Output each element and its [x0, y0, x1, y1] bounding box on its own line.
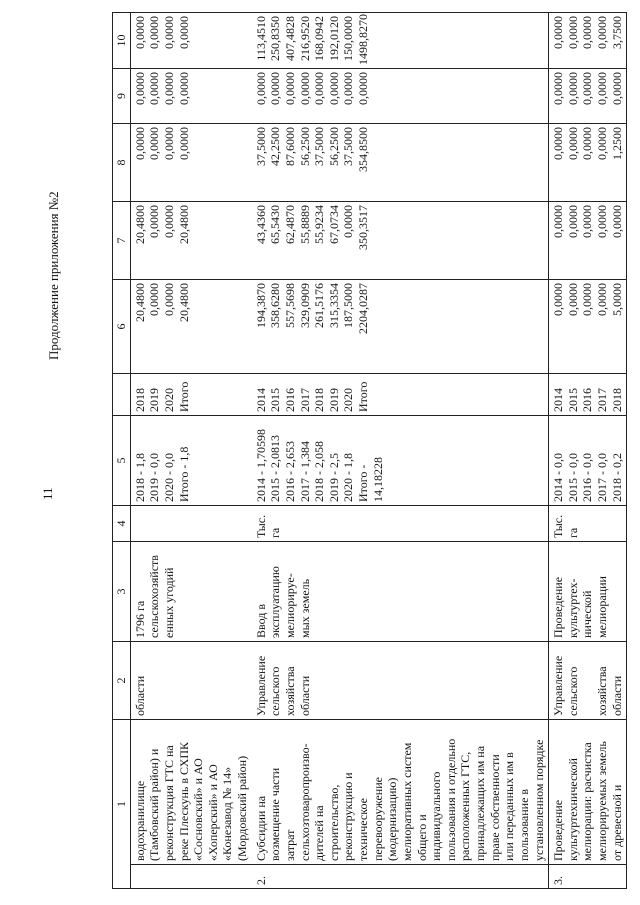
plan-values: 2014 - 0,0 2015 - 0,0 2016 - 0,0 2017 - 0,0 2018 - 0,2	[549, 416, 627, 506]
col-header-6: 6	[113, 280, 131, 374]
executor: Управление сельского хозяйства области	[549, 642, 627, 720]
indicator: Ввод в эксплуатацию мелиорируе- мых земель	[252, 542, 549, 642]
col-header-year	[113, 374, 131, 416]
col7-values: 43,4360 65,5430 62,4870 55,8889 55,9234 67,0734 0,0000 350,3517	[252, 202, 549, 280]
unit: Тыс. га	[549, 506, 627, 542]
col-header-10: 10	[113, 13, 131, 69]
col7-values: 0,0000 0,0000 0,0000 0,0000 0,0000	[549, 202, 627, 280]
col-header-7: 7	[113, 202, 131, 280]
row-number	[130, 865, 252, 889]
indicator: Проведение культуртех- нической мелиорации	[549, 542, 627, 642]
col-header-1: 1	[113, 720, 131, 889]
table-row	[549, 13, 627, 889]
row-number: 2.	[252, 865, 549, 889]
col8-values: 0,0000 0,0000 0,0000 0,0000	[130, 124, 252, 202]
activity-name: Субсидии на возмещение части затрат сельхозтоваропроизво- дителей на строительство, реконструкцию и техническое перевооружение (модернизацию) мелиоративных систем общего и индивидуального пользования и отдельно расположенных ГТС, принадлежащих им на праве собственности или переданных им в пользование в установленном порядке	[252, 720, 549, 865]
col6-values: 194,3870 358,6280 557,5698 329,0909 261,5176 315,3354 187,5000 2204,0287	[252, 280, 549, 374]
executor: Управление сельского хозяйства области	[252, 642, 549, 720]
col9-values: 0,0000 0,0000 0,0000 0,0000	[130, 69, 252, 124]
years: 2014 2015 2016 2017 2018 2019 2020 Итого	[252, 374, 549, 416]
column-number-row	[113, 13, 131, 889]
continuation-title: Продолжение приложения №2	[46, 191, 61, 360]
col6-values: 0,0000 0,0000 0,0000 0,0000 5,0000	[549, 280, 627, 374]
row-number: 3.	[549, 865, 627, 889]
col-header-4: 4	[113, 506, 131, 542]
col7-values: 20,4800 0,0000 0,0000 20,4800	[130, 202, 252, 280]
col-header-5: 5	[113, 416, 131, 506]
col-header-9: 9	[113, 69, 131, 124]
activity-name: водохранилище (Тамбовский район) и реконструкция ГТС на реке Плескунь в СХПК «Сосновский» и АО «Хоперский» и АО «Конезавод № 14» (Мордовский район)	[130, 720, 252, 865]
program-table	[112, 12, 627, 889]
col8-values: 37,5000 42,2500 87,6000 56,2500 37,5000 56,2500 37,5000 354,8500	[252, 124, 549, 202]
table-row	[130, 13, 252, 889]
executor: области	[130, 642, 252, 720]
activity-name: Проведение культуртехнической мелиорации: расчистка мелиорируемых земель от древесной и	[549, 720, 627, 865]
col-header-8: 8	[113, 124, 131, 202]
unit: Тыс. га	[252, 506, 549, 542]
table-row	[252, 13, 549, 889]
plan-values: 2018 - 1,8 2019 - 0,0 2020 - 0,0 Итого - 1,8	[130, 416, 252, 506]
col6-values: 20,4800 0,0000 0,0000 20,4800	[130, 280, 252, 374]
col-header-2: 2	[113, 642, 131, 720]
col9-values: 0,0000 0,0000 0,0000 0,0000 0,0000	[549, 69, 627, 124]
plan-values: 2014 - 1,70598 2015 - 2,0813 2016 - 2,653 2017 - 1,384 2018 - 2,058 2019 - 2,5 2020 - 1,8 Итого - 14,18228	[252, 416, 549, 506]
col10-values: 0,0000 0,0000 0,0000 0,0000	[130, 13, 252, 69]
years: 2018 2019 2020 Итого	[130, 374, 252, 416]
col10-values: 113,4510 250,8350 407,4828 216,9520 168,0942 192,0120 150,0000 1498,8270	[252, 13, 549, 69]
indicator: 1796 га сельскохозяйств енных угодий	[130, 542, 252, 642]
col9-values: 0,0000 0,0000 0,0000 0,0000 0,0000 0,0000 0,0000 0,0000	[252, 69, 549, 124]
col10-values: 0,0000 0,0000 0,0000 0,0000 3,7500	[549, 13, 627, 69]
col8-values: 0,0000 0,0000 0,0000 0,0000 1,2500	[549, 124, 627, 202]
col-header-3: 3	[113, 542, 131, 642]
page-number: 11	[40, 487, 55, 500]
unit	[130, 506, 252, 542]
years: 2014 2015 2016 2017 2018	[549, 374, 627, 416]
